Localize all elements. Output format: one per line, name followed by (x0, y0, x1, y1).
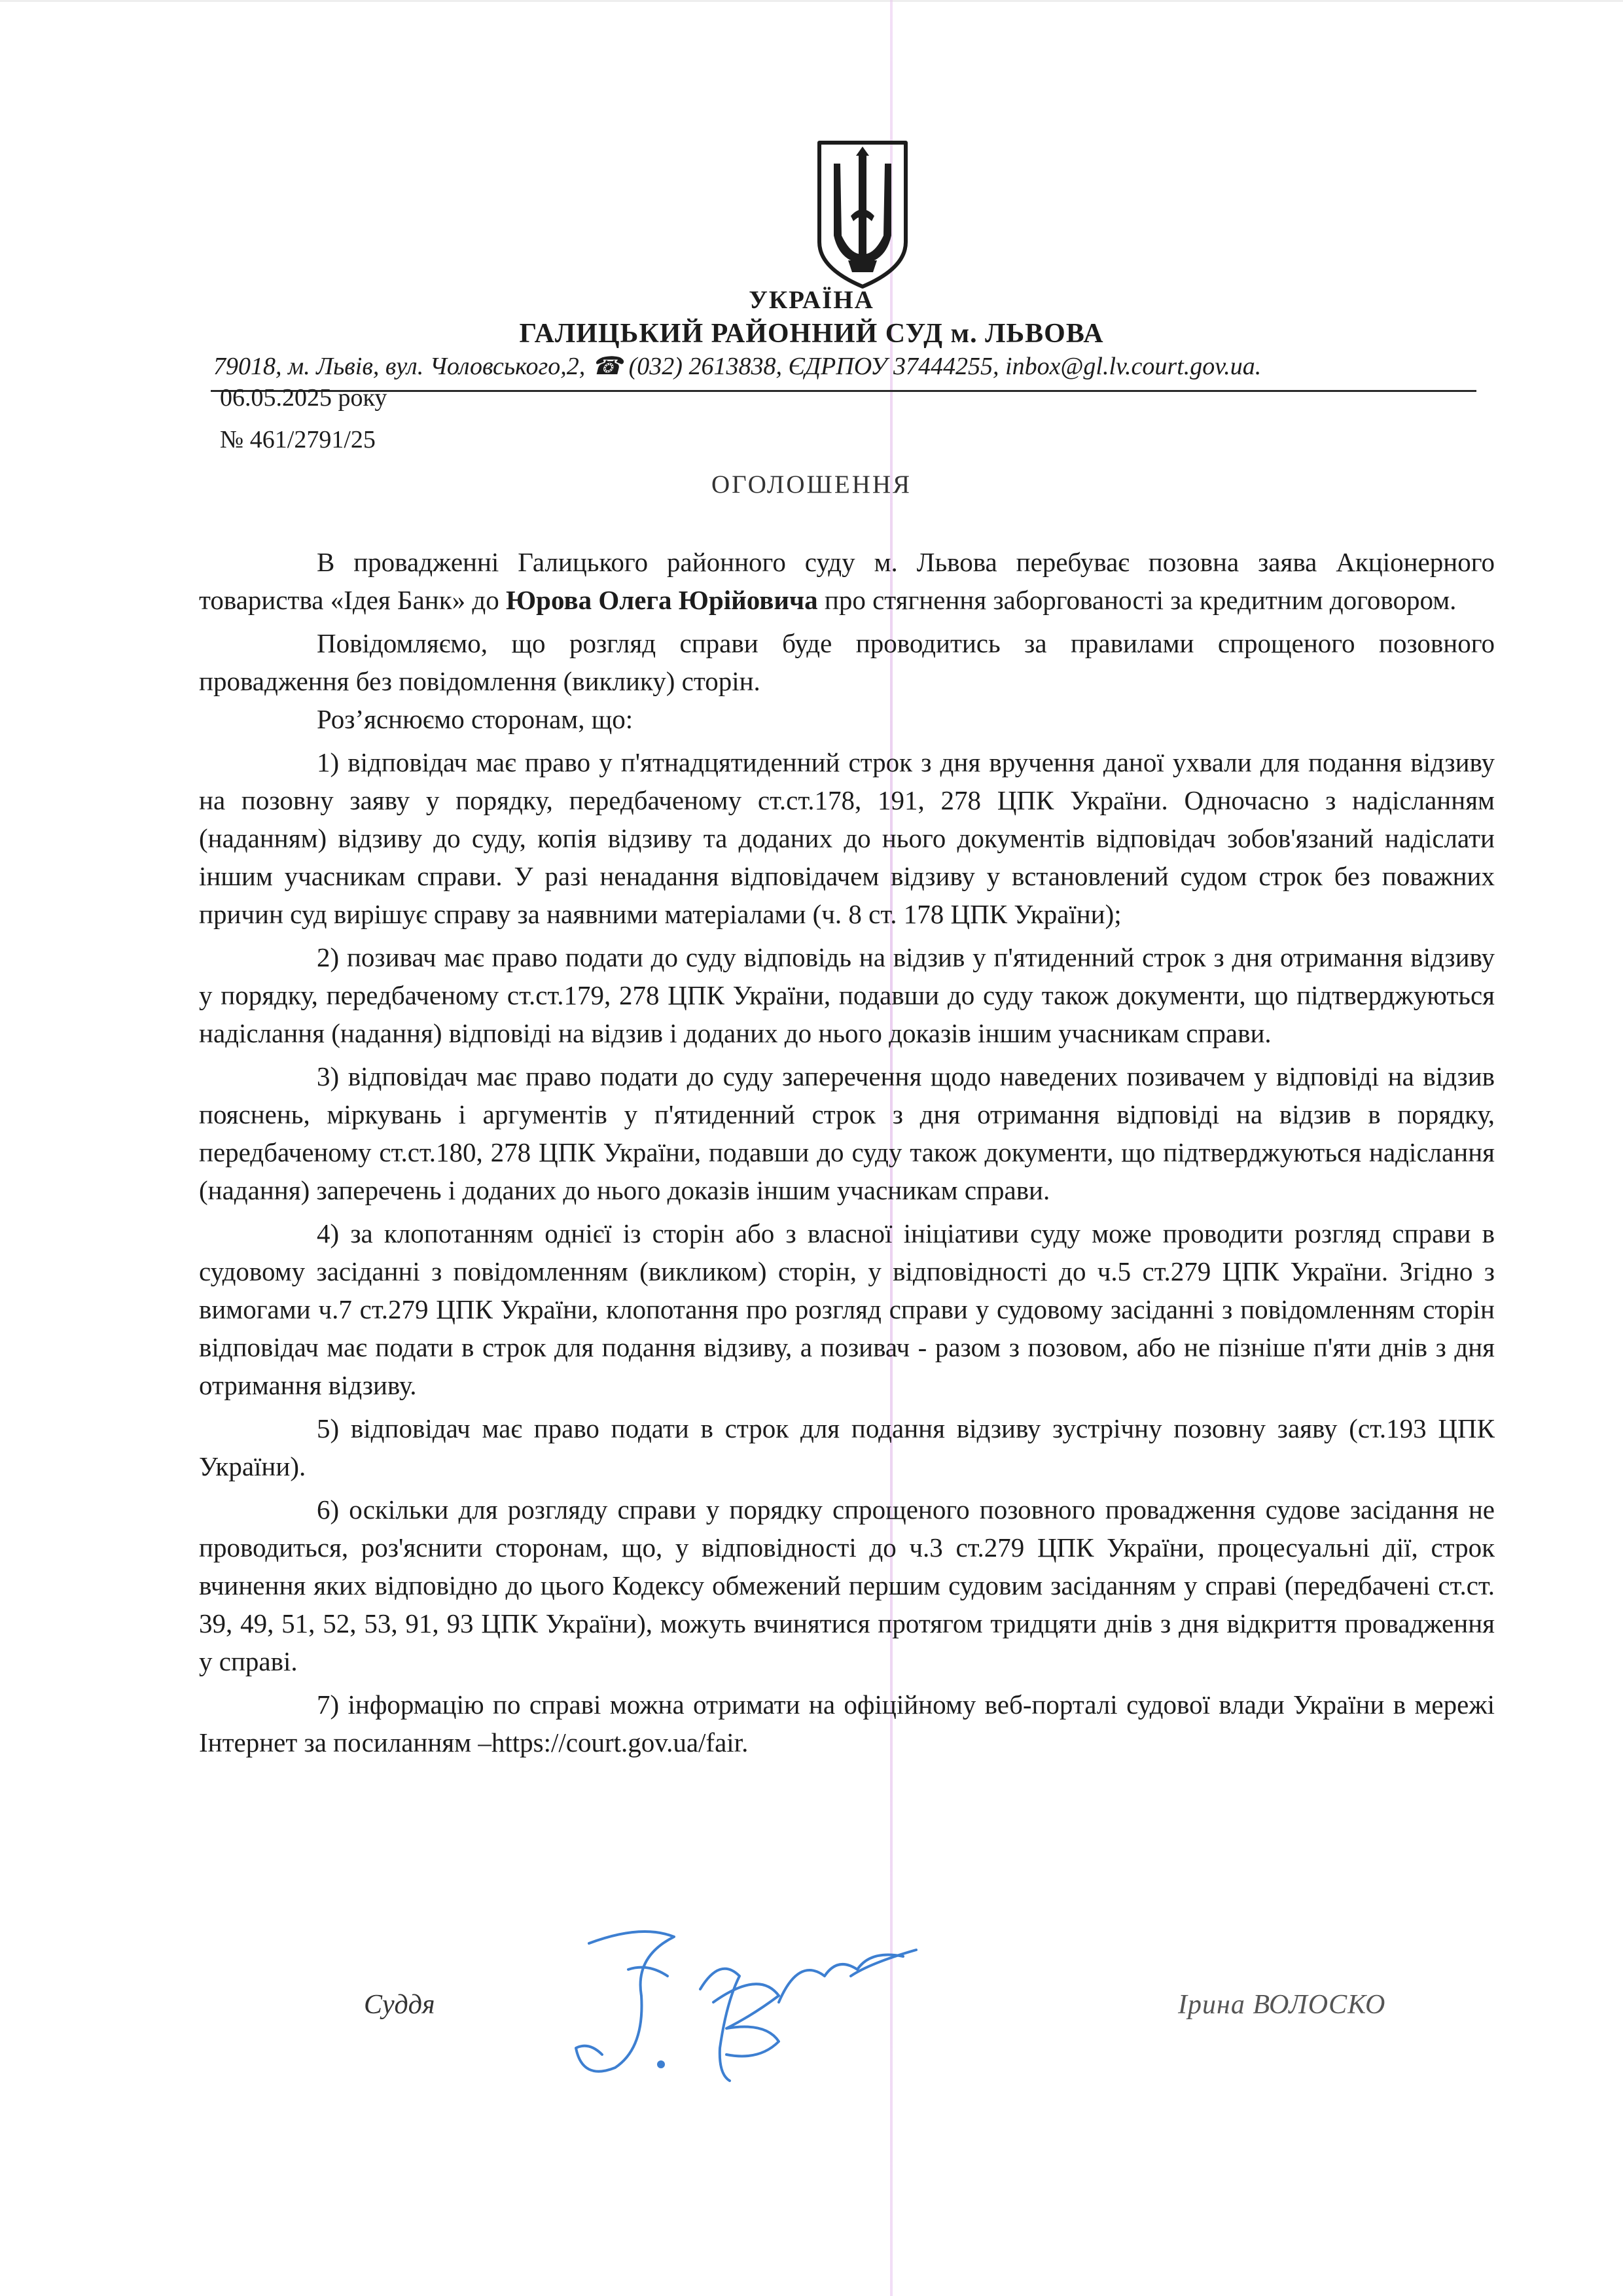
scan-edge (0, 0, 1623, 2)
list-item: 2) позивач має право подати до суду відповідь на відзив у п'ятиденний строк з дня отримання відзиву у порядку, передбаченому ст.ст.179, 278 ЦПК України, подавши до суду також документи, що підтверджуються надіслання (надання) відповіді на відзив і доданих до нього доказів іншим учасникам справи. (199, 942, 1495, 1048)
document-title: ОГОЛОШЕННЯ (711, 470, 912, 499)
document-body (199, 543, 1495, 1761)
list-item: 7) інформацію по справі можна отримати на офіційному веб-порталі судової влади України в мережі Інтернет за посиланням –https://court.gov.ua/fair. (199, 1689, 1495, 1757)
defendant-name: Юрова Олега Юрійовича (506, 585, 818, 615)
intro-paragraph (199, 543, 1495, 619)
intro-text-c: про стягнення заборгованості за кредитним договором. (817, 585, 1457, 615)
court-name: ГАЛИЦЬКИЙ РАЙОННИЙ СУД м. ЛЬВОВА (519, 319, 1104, 349)
list-item: 3) відповідач має право подати до суду заперечення щодо наведених позивачем у відповіді на відзив пояснень, міркувань і аргументів у п'ятиденний строк з дня отримання відповіді на відзив в порядку, передбаченому ст.ст.180, 278 ЦПК України, подавши до суду також документи, що підтверджуються надіслання (надання) заперечень і доданих до нього доказів іншим учасникам справи. (199, 1061, 1495, 1205)
intro-text-a: В провадженні Галицького районного суду м. Львова перебуває позовна заява Акціонерного товариства «Ідея Банк» до (199, 547, 1495, 615)
country-name: УКРАЇНА (749, 286, 874, 314)
list-item: 1) відповідач має право у п'ятнадцятиденний строк з дня вручення даної ухвали для подання відзиву на позовну заяву у порядку, передбаченому ст.ст.178, 191, 278 ЦПК України. Одночасно з надісланням (наданням) відзиву до суду, копія відзиву та доданих до нього документів відповідач зобов'язаний надіслати іншим учасникам справи. У разі ненадання відповідачем відзиву у встановлений судом строк без поважних причин суд вирішує справу за наявними матеріалами (ч. 8 ст. 178 ЦПК України); (199, 747, 1495, 929)
notice-paragraph: Повідомляємо, що розгляд справи буде проводитись за правилами спрощеного позовного провадження без повідомлення (виклику) сторін. (199, 628, 1495, 696)
explanation-lead: Роз’яснюємо сторонам, що: (317, 704, 633, 734)
signature-label: Суддя (364, 1990, 435, 2020)
list-item: 4) за клопотанням однієї із сторін або з власної ініціативи суду може проводити розгляд справи в судовому засіданні з повідомленням (викликом) сторін, у відповідності до ч.5 ст.279 ЦПК України. Згідно з вимогами ч.7 ст.279 ЦПК України, клопотання про розгляд справи у судовому засіданні з повідомленням сторін відповідач має подати в строк для подання відзиву, а позивач - разом з позовом, або не пізніше п'яти днів з дня отримання відзиву. (199, 1218, 1495, 1400)
header-divider (211, 390, 1476, 392)
handwritten-signature (563, 1917, 929, 2094)
judge-name: Ірина ВОЛОСКО (1178, 1990, 1386, 2020)
court-address: 79018, м. Львів, вул. Чоловського,2, ☎ (032) 2613838, ЄДРПОУ 37444255, inbox@gl.lv.court.gov.ua. (213, 353, 1262, 380)
document-date: 06.05.2025 року (220, 384, 387, 412)
trident-emblem-icon (810, 137, 915, 291)
list-item: 5) відповідач має право подати в строк для подання відзиву зустрічну позовну заяву (ст.193 ЦПК України). (199, 1413, 1495, 1481)
list-item: 6) оскільки для розгляду справи у порядку спрощеного позовного провадження судове засідання не проводиться, роз'яснити сторонам, що, у відповідності до ч.3 ст.279 ЦПК України, процесуальні дії, строк вчинення яких відповідно до цього Кодексу обмежений першим судовим засіданням у справі (передбачені ст.ст. 39, 49, 51, 52, 53, 91, 93 ЦПК України), можуть вчинятися протягом тридцяти днів з дня відкриття провадження у справі. (199, 1494, 1495, 1676)
case-number: № 461/2791/25 (220, 426, 376, 453)
